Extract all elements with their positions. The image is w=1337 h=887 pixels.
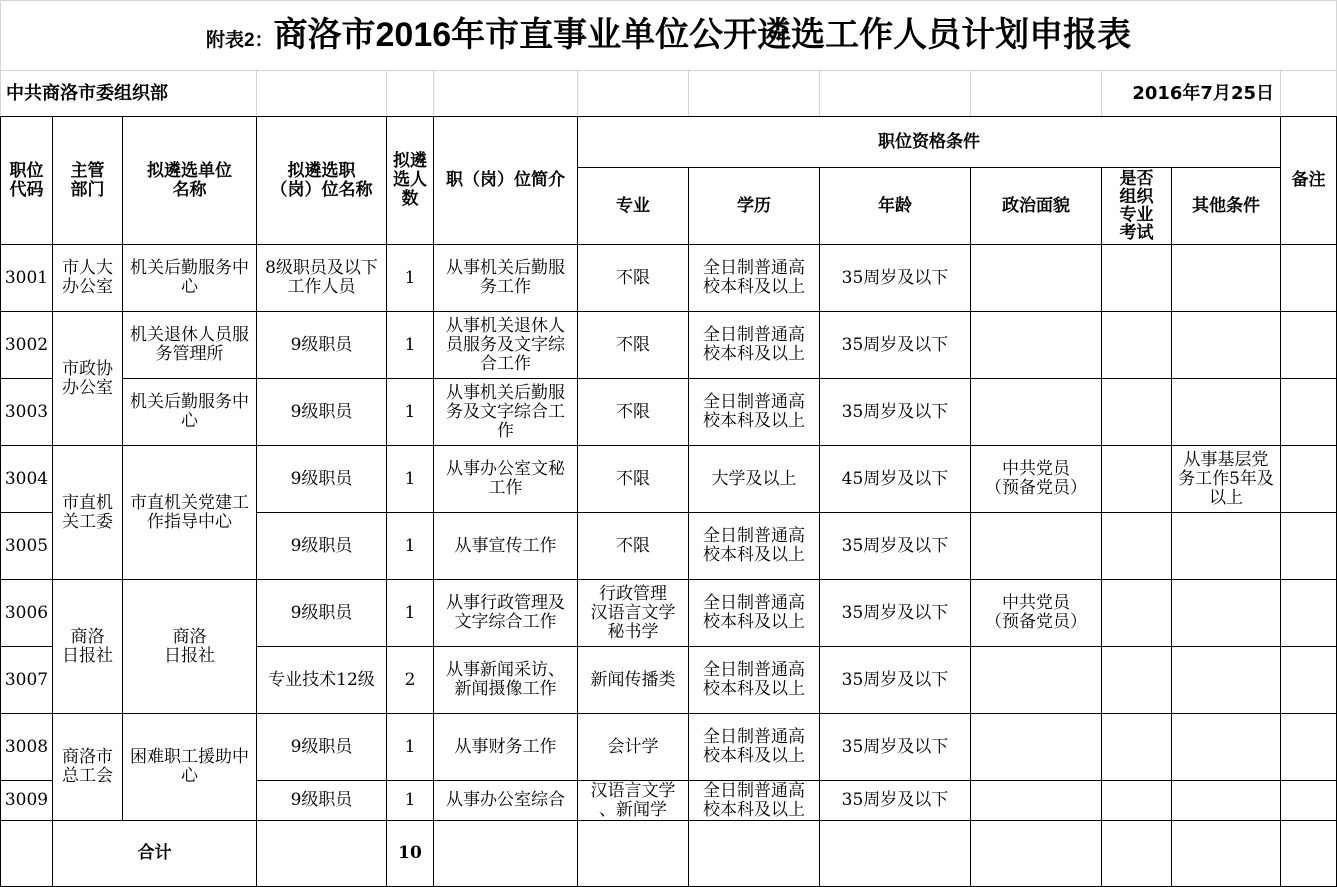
total-empty-cell xyxy=(689,821,820,887)
cell-age: 35周岁及以下 xyxy=(820,513,971,580)
total-empty-cell xyxy=(1,821,53,887)
cell-other: 从事基层党 务工作5年及 以上 xyxy=(1172,446,1281,513)
meta-row xyxy=(1,71,1337,117)
table-row xyxy=(1,714,1337,781)
meta-empty-cell xyxy=(971,71,1102,117)
cell-post: 8级职员及以下 工作人员 xyxy=(257,245,387,312)
cell-remark xyxy=(1281,714,1337,781)
cell-unit: 机关后勤服务中 心 xyxy=(123,245,257,312)
page-title: 商洛市2016年市直事业单位公开遴选工作人员计划申报表 xyxy=(273,15,1132,54)
cell-intro: 从事宣传工作 xyxy=(434,513,578,580)
cell-unit: 机关退休人员服 务管理所 xyxy=(123,312,257,379)
cell-code: 3002 xyxy=(1,312,53,379)
cell-major: 行政管理 汉语言文学 秘书学 xyxy=(578,580,689,647)
cell-remark xyxy=(1281,245,1337,312)
meta-empty-cell xyxy=(1281,71,1337,117)
cell-education: 全日制普通高 校本科及以上 xyxy=(689,245,820,312)
cell-exam xyxy=(1102,714,1172,781)
cell-post: 9级职员 xyxy=(257,379,387,446)
cell-code: 3006 xyxy=(1,580,53,647)
cell-age: 35周岁及以下 xyxy=(820,580,971,647)
org-name: 中共商洛市委组织部 xyxy=(1,71,257,117)
cell-unit: 困难职工援助中 心 xyxy=(123,714,257,821)
cell-intro: 从事机关后勤服 务及文字综合工 作 xyxy=(434,379,578,446)
cell-education: 全日制普通高 校本科及以上 xyxy=(689,580,820,647)
cell-education: 全日制普通高 校本科及以上 xyxy=(689,312,820,379)
cell-major: 不限 xyxy=(578,312,689,379)
cell-intro: 从事财务工作 xyxy=(434,714,578,781)
meta-empty-cell xyxy=(387,71,434,117)
title-row xyxy=(1,1,1337,71)
cell-age: 35周岁及以下 xyxy=(820,781,971,821)
cell-post: 9级职员 xyxy=(257,513,387,580)
cell-exam xyxy=(1102,245,1172,312)
meta-empty-cell xyxy=(434,71,578,117)
cell-politics xyxy=(971,714,1102,781)
cell-count: 1 xyxy=(387,513,434,580)
header-code: 职位 代码 xyxy=(1,117,53,245)
cell-politics xyxy=(971,781,1102,821)
cell-age: 45周岁及以下 xyxy=(820,446,971,513)
cell-education: 全日制普通高 校本科及以上 xyxy=(689,379,820,446)
cell-intro: 从事办公室文秘 工作 xyxy=(434,446,578,513)
total-empty-cell xyxy=(434,821,578,887)
header-remark: 备注 xyxy=(1281,117,1337,245)
cell-education: 大学及以上 xyxy=(689,446,820,513)
cell-age: 35周岁及以下 xyxy=(820,245,971,312)
cell-count: 1 xyxy=(387,781,434,821)
cell-education: 全日制普通高 校本科及以上 xyxy=(689,781,820,821)
total-empty-cell xyxy=(1172,821,1281,887)
header-intro: 职（岗）位简介 xyxy=(434,117,578,245)
total-empty-cell xyxy=(971,821,1102,887)
header-count: 拟遴 选人 数 xyxy=(387,117,434,245)
header-exam: 是否 组织 专业 考试 xyxy=(1102,168,1172,245)
header-politics: 政治面貌 xyxy=(971,168,1102,245)
header-education: 学历 xyxy=(689,168,820,245)
cell-age: 35周岁及以下 xyxy=(820,312,971,379)
cell-dept: 市人大 办公室 xyxy=(53,245,123,312)
cell-dept: 市直机 关工委 xyxy=(53,446,123,580)
cell-intro: 从事行政管理及 文字综合工作 xyxy=(434,580,578,647)
cell-unit: 机关后勤服务中 心 xyxy=(123,379,257,446)
header-post: 拟遴选职 （岗）位名称 xyxy=(257,117,387,245)
cell-code: 3008 xyxy=(1,714,53,781)
meta-empty-cell xyxy=(257,71,387,117)
cell-major: 不限 xyxy=(578,245,689,312)
cell-dept: 市政协 办公室 xyxy=(53,312,123,446)
cell-count: 1 xyxy=(387,446,434,513)
cell-politics: 中共党员 （预备党员） xyxy=(971,446,1102,513)
cell-remark xyxy=(1281,379,1337,446)
cell-intro: 从事办公室综合 xyxy=(434,781,578,821)
total-empty-cell xyxy=(257,821,387,887)
cell-exam xyxy=(1102,312,1172,379)
cell-remark xyxy=(1281,312,1337,379)
header-other: 其他条件 xyxy=(1172,168,1281,245)
cell-major: 不限 xyxy=(578,379,689,446)
cell-exam xyxy=(1102,781,1172,821)
cell-post: 9级职员 xyxy=(257,446,387,513)
cell-age: 35周岁及以下 xyxy=(820,379,971,446)
cell-other xyxy=(1172,781,1281,821)
cell-post: 9级职员 xyxy=(257,781,387,821)
report-date: 2016年7月25日 xyxy=(1102,71,1281,117)
cell-education: 全日制普通高 校本科及以上 xyxy=(689,647,820,714)
cell-intro: 从事新闻采访、 新闻摄像工作 xyxy=(434,647,578,714)
cell-age: 35周岁及以下 xyxy=(820,647,971,714)
total-count: 10 xyxy=(387,821,434,887)
cell-dept: 商洛市 总工会 xyxy=(53,714,123,821)
cell-politics xyxy=(971,245,1102,312)
cell-politics xyxy=(971,379,1102,446)
cell-exam xyxy=(1102,446,1172,513)
cell-major: 新闻传播类 xyxy=(578,647,689,714)
cell-code: 3009 xyxy=(1,781,53,821)
cell-dept: 商洛 日报社 xyxy=(53,580,123,714)
title-cell xyxy=(1,1,1337,71)
cell-major: 不限 xyxy=(578,513,689,580)
cell-exam xyxy=(1102,379,1172,446)
cell-intro: 从事机关退休人 员服务及文字综 合工作 xyxy=(434,312,578,379)
cell-unit: 市直机关党建工 作指导中心 xyxy=(123,446,257,580)
cell-other xyxy=(1172,379,1281,446)
total-empty-cell xyxy=(1102,821,1172,887)
cell-politics xyxy=(971,647,1102,714)
header-major: 专业 xyxy=(578,168,689,245)
table-row xyxy=(1,446,1337,513)
cell-remark xyxy=(1281,781,1337,821)
cell-other xyxy=(1172,245,1281,312)
meta-empty-cell xyxy=(820,71,971,117)
cell-count: 1 xyxy=(387,245,434,312)
header-dept: 主管 部门 xyxy=(53,117,123,245)
header-unit: 拟遴选单位 名称 xyxy=(123,117,257,245)
total-empty-cell xyxy=(820,821,971,887)
total-empty-cell xyxy=(1281,821,1337,887)
table-row xyxy=(1,379,1337,446)
header-age: 年龄 xyxy=(820,168,971,245)
cell-remark xyxy=(1281,446,1337,513)
total-label: 合计 xyxy=(53,821,257,887)
cell-politics xyxy=(971,312,1102,379)
cell-post: 9级职员 xyxy=(257,714,387,781)
cell-exam xyxy=(1102,647,1172,714)
cell-remark xyxy=(1281,580,1337,647)
cell-code: 3003 xyxy=(1,379,53,446)
header-row xyxy=(1,117,1337,168)
cell-age: 35周岁及以下 xyxy=(820,714,971,781)
cell-other xyxy=(1172,714,1281,781)
meta-empty-cell xyxy=(578,71,689,117)
cell-other xyxy=(1172,312,1281,379)
cell-education: 全日制普通高 校本科及以上 xyxy=(689,513,820,580)
cell-other xyxy=(1172,513,1281,580)
cell-count: 1 xyxy=(387,312,434,379)
cell-unit: 商洛 日报社 xyxy=(123,580,257,714)
cell-code: 3007 xyxy=(1,647,53,714)
cell-post: 专业技术12级 xyxy=(257,647,387,714)
table-row xyxy=(1,580,1337,647)
cell-major: 会计学 xyxy=(578,714,689,781)
meta-empty-cell xyxy=(689,71,820,117)
title-prefix: 附表2： xyxy=(205,29,274,51)
cell-exam xyxy=(1102,513,1172,580)
cell-count: 1 xyxy=(387,580,434,647)
cell-code: 3004 xyxy=(1,446,53,513)
cell-post: 9级职员 xyxy=(257,580,387,647)
cell-remark xyxy=(1281,513,1337,580)
table-row xyxy=(1,245,1337,312)
cell-major: 不限 xyxy=(578,446,689,513)
cell-politics xyxy=(971,513,1102,580)
total-row xyxy=(1,821,1337,887)
cell-intro: 从事机关后勤服 务工作 xyxy=(434,245,578,312)
table-row xyxy=(1,312,1337,379)
cell-code: 3001 xyxy=(1,245,53,312)
cell-education: 全日制普通高 校本科及以上 xyxy=(689,714,820,781)
cell-post: 9级职员 xyxy=(257,312,387,379)
header-qualifications: 职位资格条件 xyxy=(578,117,1281,168)
cell-major: 汉语言文学 、新闻学 xyxy=(578,781,689,821)
cell-count: 1 xyxy=(387,379,434,446)
total-empty-cell xyxy=(578,821,689,887)
cell-politics: 中共党员 （预备党员） xyxy=(971,580,1102,647)
cell-code: 3005 xyxy=(1,513,53,580)
cell-other xyxy=(1172,580,1281,647)
cell-remark xyxy=(1281,647,1337,714)
cell-exam xyxy=(1102,580,1172,647)
cell-other xyxy=(1172,647,1281,714)
cell-count: 2 xyxy=(387,647,434,714)
cell-count: 1 xyxy=(387,714,434,781)
